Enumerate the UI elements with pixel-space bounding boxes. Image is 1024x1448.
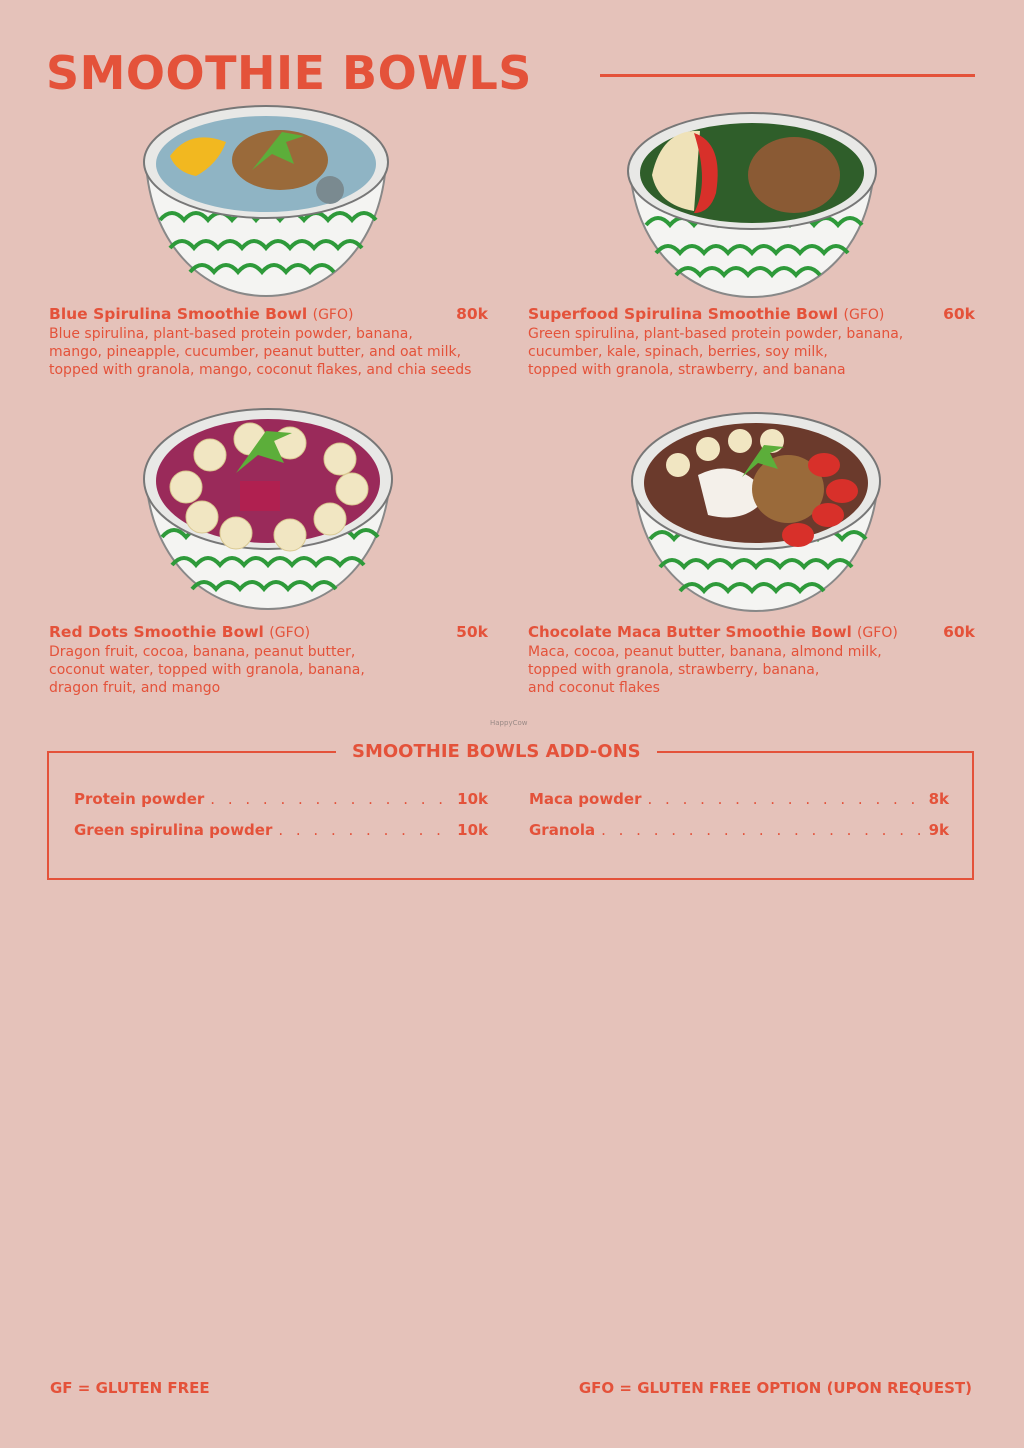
item-desc-blue-spirulina: Blue spirulina, plant-based protein powder, banana, mango, pineapple, cucumber, peanut butter, and oat milk, topped with granola, mango, coconut flakes, and chia seeds (49, 326, 472, 378)
addon-row (74, 790, 488, 808)
red-dots-bowl-image (140, 403, 396, 615)
title-rule (600, 74, 975, 77)
item-name-chocolate-maca: Chocolate Maca Butter Smoothie Bowl (GFO) (528, 623, 898, 641)
addon-row (74, 821, 488, 839)
addon-name: Protein powder (74, 790, 205, 808)
leader-dots (601, 821, 922, 839)
page-title: SMOOTHIE BOWLS (46, 46, 532, 100)
footer-gf-legend: GF = GLUTEN FREE (50, 1379, 210, 1397)
leader-dots (648, 790, 923, 808)
addons-title: SMOOTHIE BOWLS ADD-ONS (336, 741, 657, 762)
item-price-red-dots: 50k (456, 623, 488, 641)
addon-price: 8k (928, 790, 949, 808)
item-price-chocolate-maca: 60k (943, 623, 975, 641)
addon-row (529, 821, 949, 839)
item-name-blue-spirulina: Blue Spirulina Smoothie Bowl (GFO) (49, 305, 354, 323)
item-name-superfood-spirulina: Superfood Spirulina Smoothie Bowl (GFO) (528, 305, 885, 323)
item-desc-chocolate-maca: Maca, cocoa, peanut butter, banana, almond milk, topped with granola, strawberry, banana, and coconut flakes (528, 644, 882, 696)
item-desc-red-dots: Dragon fruit, cocoa, banana, peanut butter, coconut water, topped with granola, banana, dragon fruit, and mango (49, 644, 365, 696)
item-name-red-dots: Red Dots Smoothie Bowl (GFO) (49, 623, 311, 641)
item-price-superfood-spirulina: 60k (943, 305, 975, 323)
footer-gfo-legend: GFO = GLUTEN FREE OPTION (UPON REQUEST) (578, 1379, 972, 1397)
addon-name: Green spirulina powder (74, 821, 273, 839)
addon-row (529, 790, 949, 808)
addon-name: Maca powder (529, 790, 642, 808)
chocolate-maca-bowl-image (628, 405, 884, 617)
addons-box (47, 751, 974, 880)
leader-dots (278, 821, 451, 839)
addon-price: 10k (457, 821, 488, 839)
watermark: HappyCow (490, 719, 528, 727)
item-price-blue-spirulina: 80k (456, 305, 488, 323)
item-desc-superfood-spirulina: Green spirulina, plant-based protein powder, banana, cucumber, kale, spinach, berries, soy milk, topped with granola, strawberry, and banana (528, 326, 904, 378)
blue-spirulina-bowl-image (140, 100, 392, 300)
addon-price: 10k (457, 790, 488, 808)
addon-price: 9k (928, 821, 949, 839)
addon-name: Granola (529, 821, 596, 839)
superfood-spirulina-bowl-image (624, 105, 880, 301)
leader-dots (210, 790, 451, 808)
